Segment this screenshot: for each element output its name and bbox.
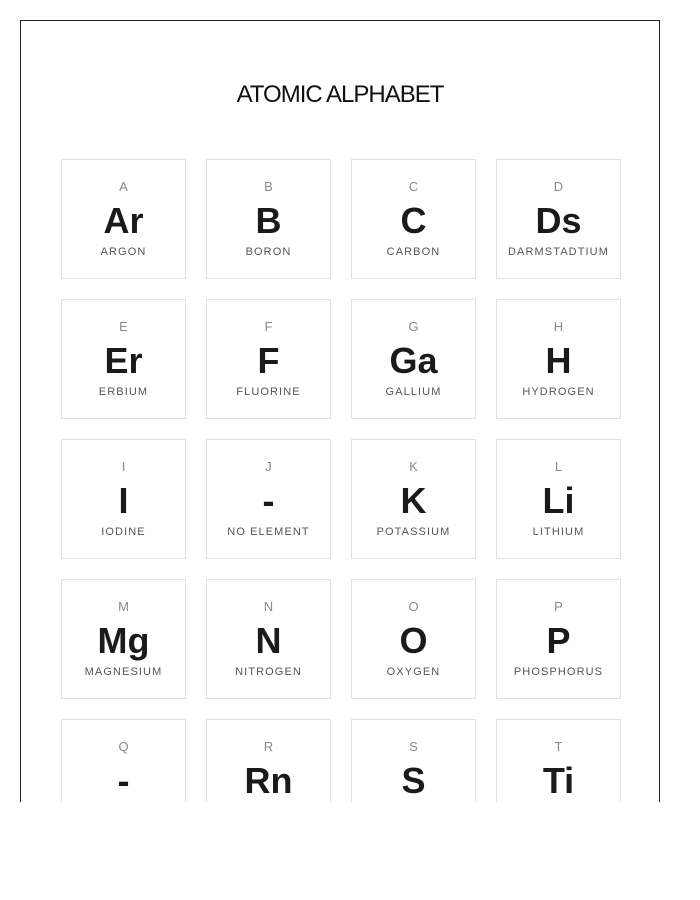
tile-letter: P bbox=[554, 599, 563, 614]
element-symbol: Ti bbox=[542, 760, 575, 801]
element-symbol: - bbox=[117, 760, 130, 801]
tile-letter: O bbox=[408, 599, 419, 614]
element-name: OXYGEN bbox=[386, 666, 441, 678]
element-tile bbox=[496, 719, 621, 802]
element-tile bbox=[61, 299, 186, 419]
element-tile bbox=[61, 439, 186, 559]
tile-letter: L bbox=[554, 459, 563, 474]
element-name: GALLIUM bbox=[385, 386, 442, 398]
element-symbol: C bbox=[400, 200, 427, 241]
element-grid bbox=[61, 159, 621, 802]
element-tile bbox=[351, 299, 476, 419]
element-symbol: P bbox=[546, 620, 571, 661]
tile-letter: N bbox=[263, 599, 274, 614]
element-tile bbox=[496, 159, 621, 279]
element-name: ERBIUM bbox=[98, 386, 149, 398]
element-symbol: B bbox=[255, 200, 282, 241]
element-tile bbox=[61, 579, 186, 699]
tile-letter: Q bbox=[118, 739, 129, 754]
element-symbol: Ds bbox=[535, 200, 582, 241]
tile-letter: R bbox=[263, 739, 274, 754]
tile-letter: M bbox=[118, 599, 129, 614]
element-name: DARMSTADTIUM bbox=[508, 246, 609, 258]
element-name: MAGNESIUM bbox=[84, 666, 163, 678]
element-tile bbox=[351, 719, 476, 802]
element-tile bbox=[206, 439, 331, 559]
element-symbol: Ar bbox=[103, 200, 144, 241]
element-tile bbox=[351, 579, 476, 699]
element-symbol: Rn bbox=[244, 760, 293, 801]
element-symbol: H bbox=[545, 340, 572, 381]
tile-letter: G bbox=[408, 319, 419, 334]
element-name: HYDROGEN bbox=[522, 386, 595, 398]
tile-letter: C bbox=[408, 179, 419, 194]
element-tile bbox=[496, 299, 621, 419]
tile-letter: D bbox=[553, 179, 564, 194]
tile-letter: F bbox=[264, 319, 273, 334]
element-symbol: I bbox=[118, 480, 129, 521]
element-symbol: Li bbox=[542, 480, 575, 521]
tile-letter: J bbox=[265, 459, 272, 474]
element-tile bbox=[496, 579, 621, 699]
element-name: BORON bbox=[245, 246, 292, 258]
tile-letter: A bbox=[119, 179, 128, 194]
element-tile bbox=[61, 159, 186, 279]
atomic-alphabet-page bbox=[20, 20, 660, 802]
tile-letter: T bbox=[554, 739, 563, 754]
element-tile bbox=[206, 299, 331, 419]
element-symbol: O bbox=[399, 620, 428, 661]
element-tile bbox=[206, 719, 331, 802]
tile-letter: B bbox=[264, 179, 273, 194]
tile-letter: K bbox=[409, 459, 418, 474]
page-title: ATOMIC ALPHABET bbox=[236, 81, 444, 108]
element-name: POTASSIUM bbox=[376, 526, 451, 538]
tile-letter: S bbox=[409, 739, 418, 754]
element-symbol: Ga bbox=[389, 340, 438, 381]
element-tile bbox=[351, 159, 476, 279]
element-symbol: F bbox=[257, 340, 280, 381]
element-symbol: Mg bbox=[97, 620, 150, 661]
element-tile bbox=[206, 579, 331, 699]
element-symbol: N bbox=[255, 620, 282, 661]
element-name: LITHIUM bbox=[532, 526, 585, 538]
element-name: FLUORINE bbox=[236, 386, 301, 398]
element-tile bbox=[496, 439, 621, 559]
element-name: CARBON bbox=[386, 246, 441, 258]
element-name: NITROGEN bbox=[235, 666, 302, 678]
tile-letter: H bbox=[553, 319, 564, 334]
element-name: PHOSPHORUS bbox=[513, 666, 604, 678]
element-symbol: K bbox=[400, 480, 427, 521]
tile-letter: E bbox=[119, 319, 128, 334]
tile-letter: I bbox=[121, 459, 126, 474]
element-symbol: S bbox=[401, 760, 426, 801]
element-name: NO ELEMENT bbox=[227, 526, 310, 538]
element-name: ARGON bbox=[100, 246, 147, 258]
element-tile bbox=[61, 719, 186, 802]
element-symbol: Er bbox=[104, 340, 143, 381]
element-symbol: - bbox=[262, 480, 275, 521]
element-tile bbox=[351, 439, 476, 559]
element-name: IODINE bbox=[101, 526, 146, 538]
element-tile bbox=[206, 159, 331, 279]
